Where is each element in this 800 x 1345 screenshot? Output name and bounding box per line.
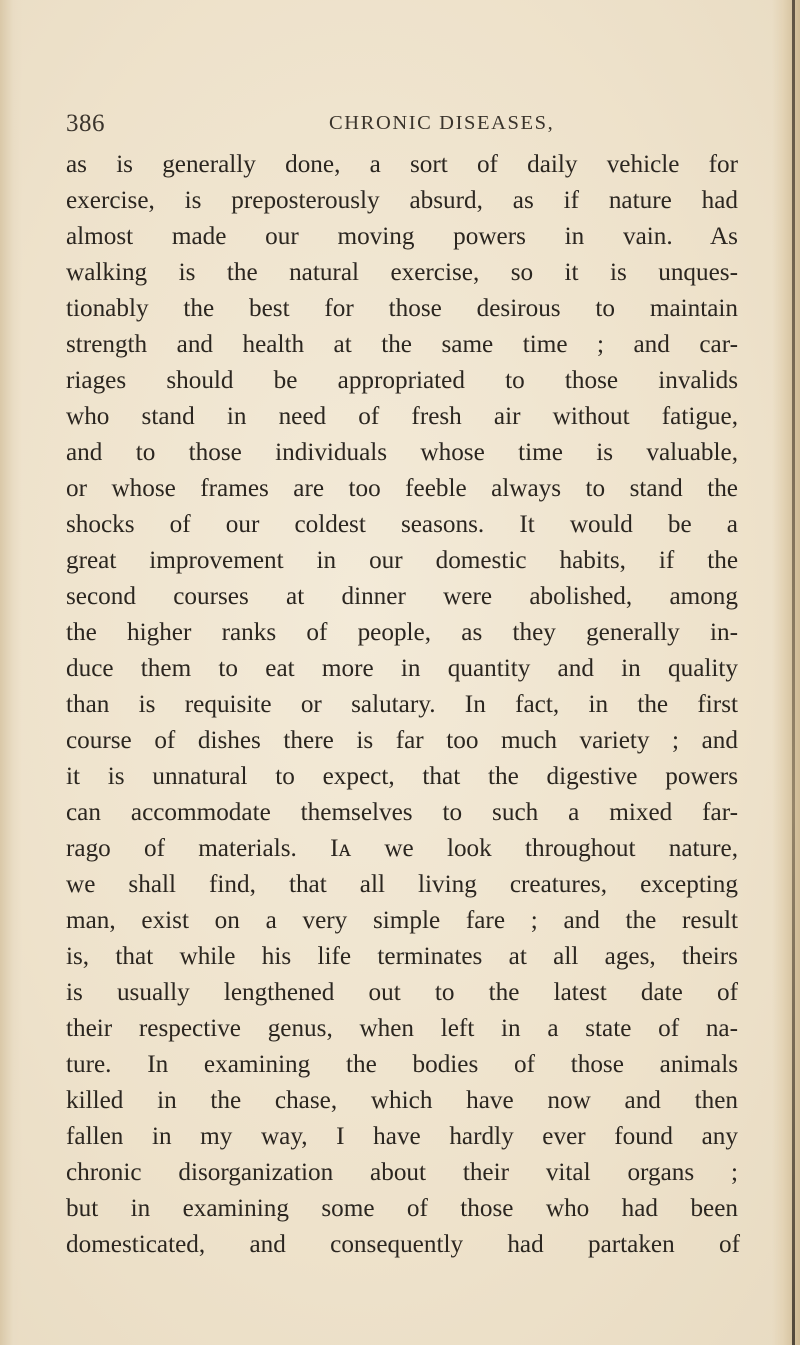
text-line: who stand in need of fresh air without fatigue, <box>66 403 738 430</box>
page-number: 386 <box>66 110 105 137</box>
text-line: great improvement in our domestic habits, if the <box>66 547 738 574</box>
text-line: man, exist on a very simple fare ; and the result <box>66 907 738 934</box>
text-line: fallen in my way, I have hardly ever found any <box>66 1123 738 1150</box>
text-line: exercise, is preposterously absurd, as if nature had <box>66 187 738 214</box>
text-line: second courses at dinner were abolished, among <box>66 583 738 610</box>
text-line: riages should be appropriated to those invalids <box>66 367 738 394</box>
text-line: rago of materials. Iᴀ we look throughout nature, <box>66 835 738 862</box>
text-line: as is generally done, a sort of daily vehicle for <box>66 151 738 178</box>
page-header <box>66 110 756 144</box>
page-left-edge <box>0 0 22 1345</box>
text-line: chronic disorganization about their vital organs ; <box>66 1159 738 1186</box>
text-line: duce them to eat more in quantity and in quality <box>66 655 738 682</box>
text-line: walking is the natural exercise, so it is unques- <box>66 259 738 286</box>
text-line: the higher ranks of people, as they generally in- <box>66 619 738 646</box>
text-line: killed in the chase, which have now and then <box>66 1087 738 1114</box>
page-right-edge <box>772 0 800 1345</box>
text-line: shocks of our coldest seasons. It would be a <box>66 511 738 538</box>
running-head: CHRONIC DISEASES, <box>329 112 555 134</box>
text-line: is, that while his life terminates at all ages, theirs <box>66 943 738 970</box>
text-line: and to those individuals whose time is valuable, <box>66 439 738 466</box>
text-line: we shall find, that all living creatures, excepting <box>66 871 738 898</box>
text-line: but in examining some of those who had been <box>66 1195 738 1222</box>
text-line: or whose frames are too feeble always to stand the <box>66 475 738 502</box>
page-binding-shadow <box>792 0 795 1345</box>
text-line: their respective genus, when left in a state of na- <box>66 1015 738 1042</box>
text-line: ture. In examining the bodies of those animals <box>66 1051 738 1078</box>
text-line: it is unnatural to expect, that the digestive powers <box>66 763 738 790</box>
text-line: strength and health at the same time ; and car- <box>66 331 738 358</box>
text-line: is usually lengthened out to the latest date of <box>66 979 738 1006</box>
text-line: can accommodate themselves to such a mixed far- <box>66 799 738 826</box>
text-line: course of dishes there is far too much variety ; and <box>66 727 738 754</box>
text-line: tionably the best for those desirous to maintain <box>66 295 738 322</box>
text-line: than is requisite or salutary. In fact, in the first <box>66 691 738 718</box>
text-line: domesticated, and consequently had partaken of <box>66 1231 740 1258</box>
body-text <box>66 147 766 1263</box>
text-line: almost made our moving powers in vain. As <box>66 223 738 250</box>
